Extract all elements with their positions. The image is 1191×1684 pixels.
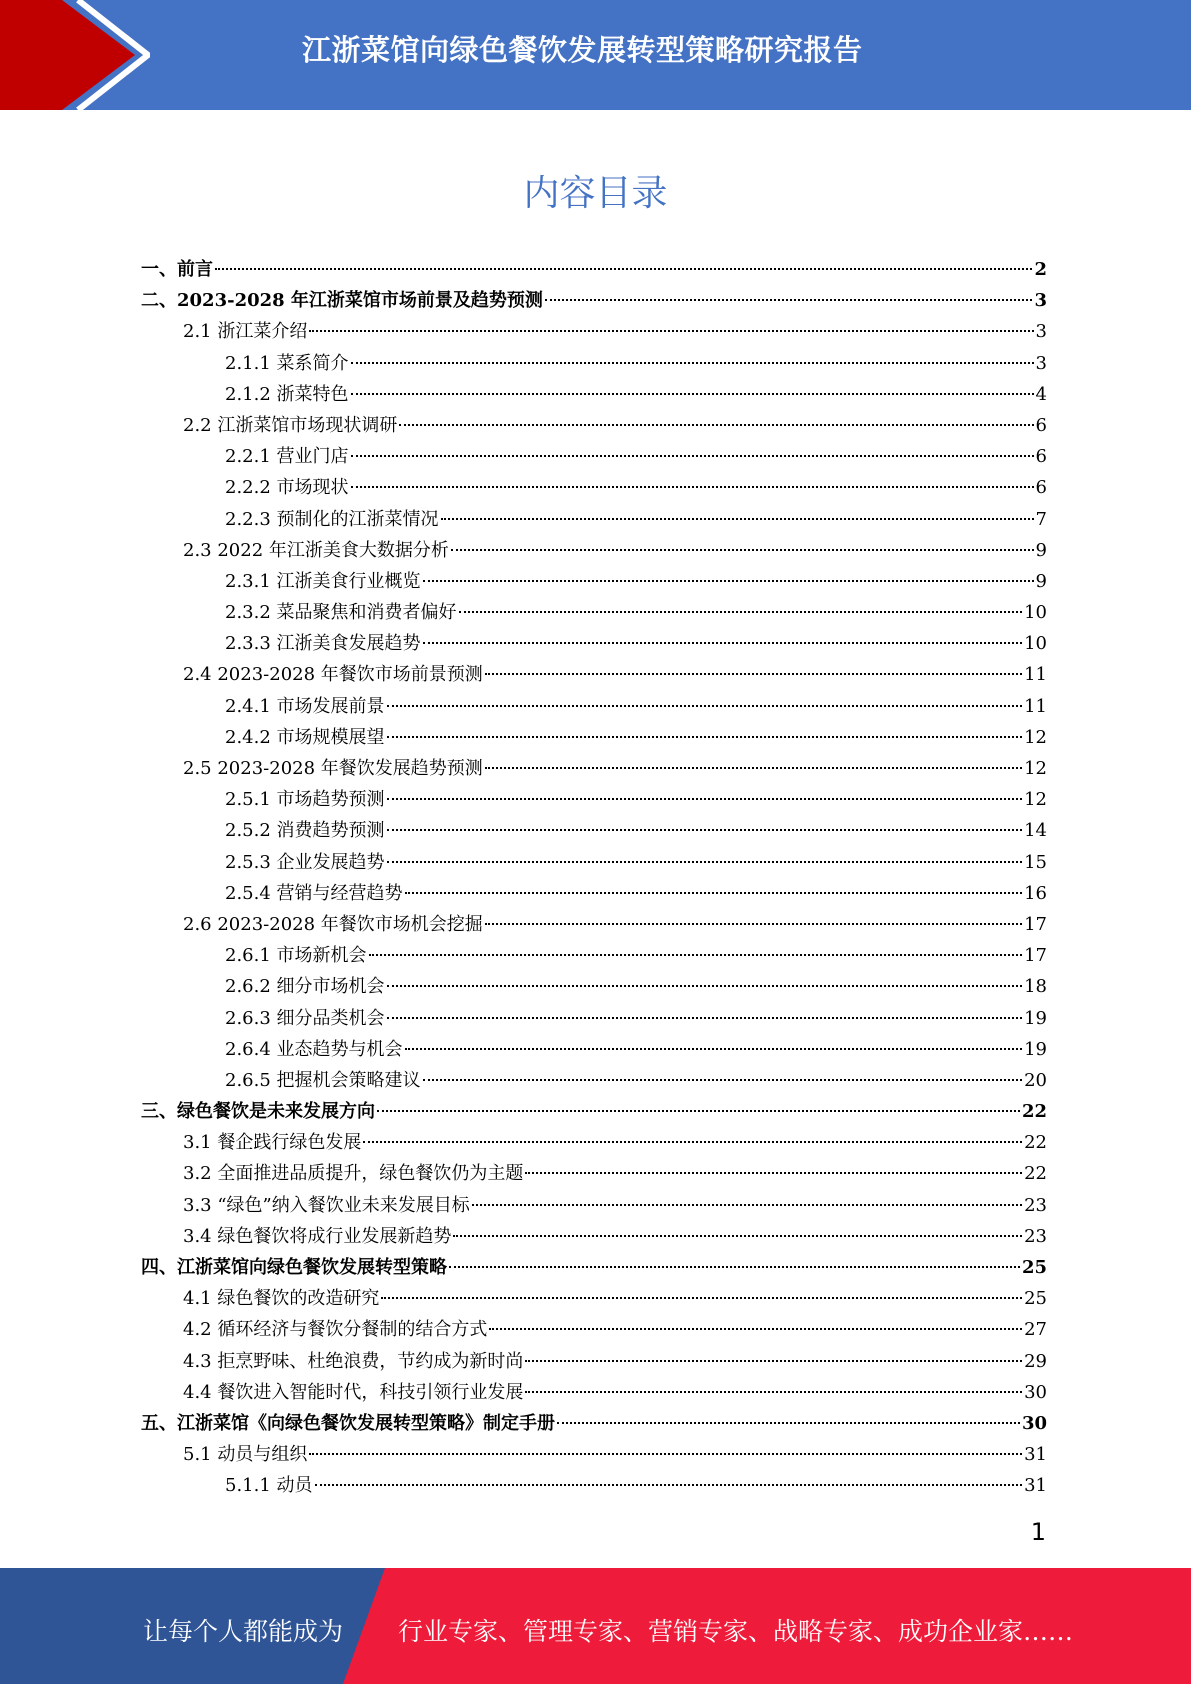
toc-entry-label: 2.3 2022 年江浙美食大数据分析 <box>183 539 449 561</box>
toc-entry[interactable] <box>141 597 1047 628</box>
toc-leader-dots <box>525 1391 1022 1393</box>
toc-leader-dots <box>472 1204 1022 1206</box>
toc-entry-page: 23 <box>1024 1194 1047 1216</box>
toc-entry[interactable] <box>141 722 1047 753</box>
toc-entry-page: 23 <box>1024 1225 1047 1247</box>
page-number: 1 <box>1030 1518 1046 1546</box>
toc-entry[interactable] <box>141 316 1047 347</box>
toc-entry-page: 19 <box>1024 1007 1047 1029</box>
toc-entry-label: 4.1 绿色餐饮的改造研究 <box>183 1288 380 1310</box>
toc-entry-label: 4.3 拒烹野味、杜绝浪费，节约成为新时尚 <box>183 1350 524 1372</box>
toc-entry-label: 3.3 “绿色”纳入餐饮业未来发展目标 <box>183 1194 470 1216</box>
toc-entry[interactable] <box>141 1003 1047 1034</box>
table-of-contents <box>141 254 1047 1502</box>
toc-leader-dots <box>387 705 1023 707</box>
toc-entry-page: 6 <box>1035 477 1047 499</box>
toc-leader-dots <box>351 455 1034 457</box>
toc-leader-dots <box>381 1297 1022 1299</box>
toc-entry-page: 10 <box>1024 602 1047 624</box>
toc-entry-page: 9 <box>1035 570 1047 592</box>
toc-entry[interactable] <box>141 566 1047 597</box>
header-chevron-graphic <box>0 0 150 110</box>
toc-entry-label: 4.4 餐饮进入智能时代，科技引领行业发展 <box>183 1381 524 1403</box>
toc-entry-label: 2.6.5 把握机会策略建议 <box>225 1069 421 1091</box>
toc-entry[interactable] <box>141 1158 1047 1189</box>
page-footer <box>0 1568 1191 1684</box>
toc-entry[interactable] <box>141 285 1047 316</box>
toc-entry[interactable] <box>141 379 1047 410</box>
toc-entry[interactable] <box>141 1190 1047 1221</box>
toc-leader-dots <box>387 1017 1023 1019</box>
toc-entry[interactable] <box>141 784 1047 815</box>
toc-entry-label: 2.6 2023-2028 年餐饮市场机会挖掘 <box>183 913 483 935</box>
toc-entry-label: 2.3.1 江浙美食行业概览 <box>225 570 421 592</box>
toc-entry-page: 3 <box>1034 290 1047 312</box>
toc-entry-label: 3.4 绿色餐饮将成行业发展新趋势 <box>183 1225 452 1247</box>
toc-entry[interactable] <box>141 1252 1047 1283</box>
page-header <box>0 0 1191 110</box>
toc-entry-label: 3.1 餐企践行绿色发展 <box>183 1132 362 1154</box>
toc-entry-page: 30 <box>1024 1381 1047 1403</box>
toc-entry[interactable] <box>141 1283 1047 1314</box>
toc-entry-page: 9 <box>1035 539 1047 561</box>
toc-entry-label: 2.2.3 预制化的江浙菜情况 <box>225 508 439 530</box>
toc-entry[interactable] <box>141 441 1047 472</box>
toc-entry-page: 22 <box>1024 1132 1047 1154</box>
toc-entry-label: 2.5.2 消费趋势预测 <box>225 820 385 842</box>
toc-entry-page: 17 <box>1024 945 1047 967</box>
toc-entry-page: 7 <box>1035 508 1047 530</box>
toc-leader-dots <box>423 1079 1023 1081</box>
toc-entry-page: 11 <box>1024 664 1047 686</box>
toc-leader-dots <box>489 1328 1022 1330</box>
toc-entry[interactable] <box>141 1127 1047 1158</box>
toc-entry-label: 2.6.3 细分品类机会 <box>225 1007 385 1029</box>
toc-entry-page: 30 <box>1021 1412 1047 1434</box>
toc-entry-page: 31 <box>1024 1444 1047 1466</box>
toc-leader-dots <box>309 330 1033 332</box>
toc-entry-page: 29 <box>1024 1350 1047 1372</box>
toc-entry-page: 25 <box>1024 1288 1047 1310</box>
toc-entry-page: 14 <box>1024 820 1047 842</box>
toc-leader-dots <box>377 1110 1020 1112</box>
toc-entry-page: 10 <box>1024 633 1047 655</box>
toc-leader-dots <box>485 767 1022 769</box>
toc-entry[interactable] <box>141 1408 1047 1439</box>
toc-leader-dots <box>315 1484 1023 1486</box>
toc-entry-label: 5.1.1 动员 <box>225 1475 313 1497</box>
toc-leader-dots <box>351 393 1034 395</box>
toc-entry-label: 2.3.2 菜品聚焦和消费者偏好 <box>225 602 457 624</box>
toc-entry-page: 25 <box>1021 1257 1047 1278</box>
toc-leader-dots <box>387 985 1023 987</box>
toc-entry-label: 5.1 动员与组织 <box>183 1444 308 1466</box>
toc-leader-dots <box>387 829 1023 831</box>
toc-entry[interactable] <box>141 504 1047 535</box>
toc-leader-dots <box>449 1266 1020 1268</box>
toc-entry[interactable] <box>141 1346 1047 1377</box>
toc-leader-dots <box>309 1453 1022 1455</box>
toc-leader-dots <box>485 923 1022 925</box>
toc-entry[interactable] <box>141 1314 1047 1345</box>
toc-entry-label: 2.4.1 市场发展前景 <box>225 695 385 717</box>
toc-entry-page: 12 <box>1024 726 1047 748</box>
toc-entry-label: 五、江浙菜馆《向绿色餐饮发展转型策略》制定手册 <box>141 1412 555 1434</box>
footer-slogan-right: 行业专家、管理专家、营销专家、战略专家、成功企业家…… <box>398 1617 1074 1646</box>
toc-entry-label: 2.6.1 市场新机会 <box>225 945 367 967</box>
toc-leader-dots <box>387 798 1023 800</box>
toc-leader-dots <box>453 1235 1022 1237</box>
toc-entry-label: 二、2023-2028 年江浙菜馆市场前景及趋势预测 <box>141 290 543 312</box>
toc-leader-dots <box>423 642 1023 644</box>
footer-slogan-left: 让每个人都能成为 <box>143 1617 344 1646</box>
toc-leader-dots <box>423 580 1034 582</box>
toc-entry-label: 2.5.1 市场趋势预测 <box>225 789 385 811</box>
toc-entry[interactable] <box>141 1439 1047 1470</box>
toc-entry-page: 6 <box>1035 446 1047 468</box>
toc-leader-dots <box>369 954 1023 956</box>
toc-entry[interactable] <box>141 1470 1047 1501</box>
toc-leader-dots <box>557 1422 1020 1424</box>
toc-entry-label: 一、前言 <box>141 259 213 280</box>
toc-entry[interactable] <box>141 659 1047 690</box>
toc-leader-dots <box>525 1360 1022 1362</box>
toc-entry[interactable] <box>141 815 1047 846</box>
toc-entry[interactable] <box>141 878 1047 909</box>
toc-entry-page: 18 <box>1024 976 1047 998</box>
toc-entry-page: 3 <box>1035 321 1047 343</box>
toc-entry-page: 12 <box>1024 758 1047 779</box>
toc-entry[interactable] <box>141 753 1047 784</box>
toc-leader-dots <box>215 268 1032 270</box>
toc-entry-page: 12 <box>1024 789 1047 811</box>
toc-leader-dots <box>405 1048 1023 1050</box>
toc-entry[interactable] <box>141 535 1047 566</box>
toc-entry[interactable] <box>141 909 1047 940</box>
toc-leader-dots <box>441 518 1034 520</box>
toc-entry[interactable] <box>141 971 1047 1002</box>
toc-entry-label: 四、江浙菜馆向绿色餐饮发展转型策略 <box>141 1257 447 1278</box>
toc-leader-dots <box>525 1172 1022 1174</box>
toc-entry-page: 20 <box>1024 1069 1047 1091</box>
toc-entry-label: 2.4 2023-2028 年餐饮市场前景预测 <box>183 664 483 686</box>
toc-entry-label: 2.6.2 细分市场机会 <box>225 976 385 998</box>
toc-entry-page: 17 <box>1024 913 1047 935</box>
toc-entry-label: 2.6.4 业态趋势与机会 <box>225 1038 403 1060</box>
toc-entry-label: 2.1 浙江菜介绍 <box>183 321 308 343</box>
toc-entry[interactable] <box>141 1221 1047 1252</box>
toc-entry-page: 22 <box>1024 1163 1047 1185</box>
toc-leader-dots <box>405 892 1023 894</box>
toc-entry-page: 11 <box>1024 695 1047 717</box>
toc-entry-page: 27 <box>1024 1319 1047 1341</box>
toc-entry-label: 2.5.4 营销与经营趋势 <box>225 882 403 904</box>
toc-entry[interactable] <box>141 410 1047 441</box>
toc-leader-dots <box>459 611 1023 613</box>
toc-entry[interactable] <box>141 940 1047 971</box>
toc-leader-dots <box>451 549 1034 551</box>
toc-entry-label: 2.5 2023-2028 年餐饮发展趋势预测 <box>183 758 483 779</box>
toc-entry-page: 4 <box>1035 383 1047 405</box>
toc-entry-label: 2.3.3 江浙美食发展趋势 <box>225 633 421 655</box>
toc-entry[interactable] <box>141 1034 1047 1065</box>
toc-heading: 内容目录 <box>523 173 668 214</box>
toc-leader-dots <box>399 424 1033 426</box>
toc-entry-page: 31 <box>1024 1475 1047 1497</box>
toc-entry[interactable] <box>141 254 1047 285</box>
toc-entry-label: 4.2 循环经济与餐饮分餐制的结合方式 <box>183 1319 488 1341</box>
toc-entry-label: 2.1.2 浙菜特色 <box>225 383 349 405</box>
toc-leader-dots <box>351 362 1034 364</box>
toc-entry-label: 2.2 江浙菜馆市场现状调研 <box>183 414 398 436</box>
report-title: 江浙菜馆向绿色餐饮发展转型策略研究报告 <box>302 33 863 67</box>
toc-entry-label: 3.2 全面推进品质提升，绿色餐饮仍为主题 <box>183 1163 524 1185</box>
toc-entry[interactable] <box>141 691 1047 722</box>
toc-entry-label: 2.5.3 企业发展趋势 <box>225 851 385 873</box>
toc-entry[interactable] <box>141 348 1047 379</box>
toc-entry-label: 2.2.2 市场现状 <box>225 477 349 499</box>
toc-entry-page: 3 <box>1035 352 1047 374</box>
toc-entry-page: 6 <box>1035 414 1047 436</box>
toc-entry[interactable] <box>141 1065 1047 1096</box>
toc-entry-page: 19 <box>1024 1038 1047 1060</box>
toc-entry-label: 三、绿色餐饮是未来发展方向 <box>141 1101 375 1123</box>
toc-entry[interactable] <box>141 1377 1047 1408</box>
toc-leader-dots <box>351 486 1034 488</box>
toc-leader-dots <box>387 736 1023 738</box>
toc-entry-label: 2.4.2 市场规模展望 <box>225 726 385 748</box>
toc-entry[interactable] <box>141 628 1047 659</box>
toc-entry-page: 2 <box>1034 259 1047 280</box>
toc-entry-page: 22 <box>1021 1101 1047 1123</box>
toc-entry[interactable] <box>141 847 1047 878</box>
toc-leader-dots <box>485 673 1022 675</box>
toc-leader-dots <box>545 299 1033 301</box>
toc-entry[interactable] <box>141 472 1047 503</box>
toc-entry-label: 2.2.1 营业门店 <box>225 446 349 468</box>
toc-entry-page: 16 <box>1024 882 1047 904</box>
toc-leader-dots <box>363 1141 1022 1143</box>
toc-entry[interactable] <box>141 1096 1047 1127</box>
toc-entry-label: 2.1.1 菜系简介 <box>225 352 349 374</box>
toc-entry-page: 15 <box>1024 851 1047 873</box>
toc-leader-dots <box>387 861 1023 863</box>
